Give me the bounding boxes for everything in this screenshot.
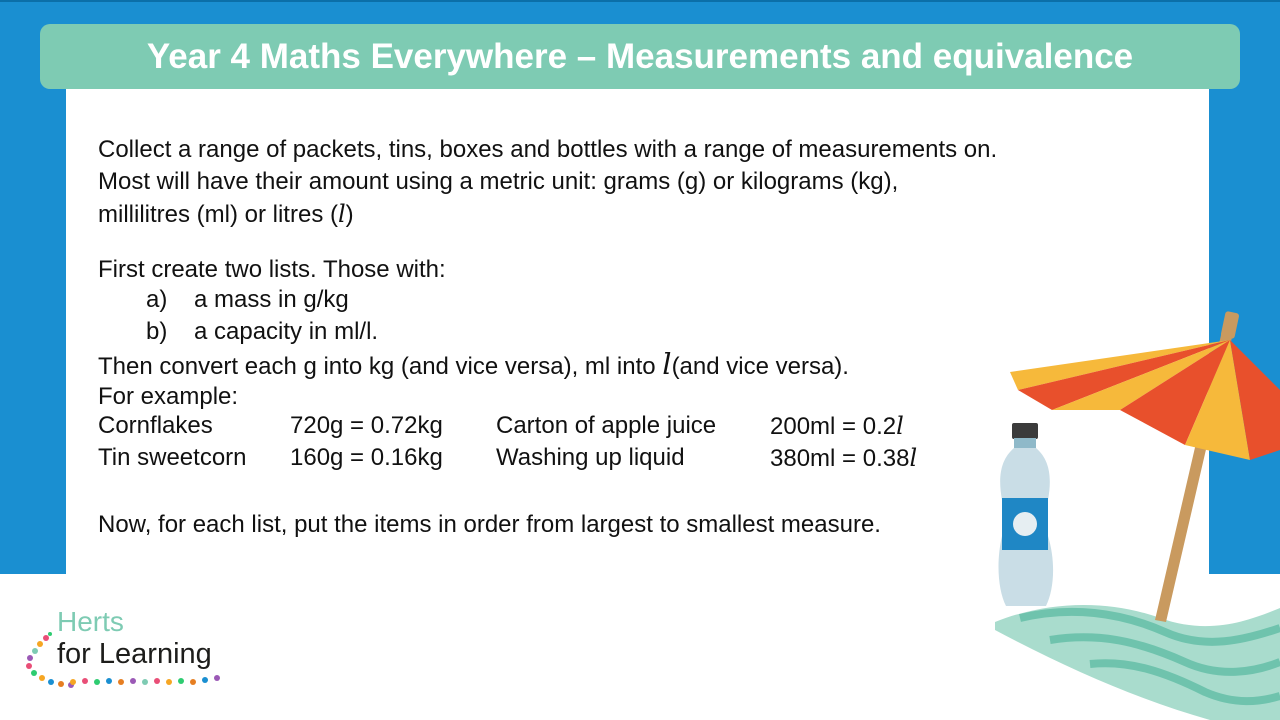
- intro-line-1: Collect a range of packets, tins, boxes and bottles with a range of measurements on.: [98, 136, 998, 163]
- convert-suffix: (and vice versa).: [671, 353, 849, 380]
- list-marker: b): [146, 318, 168, 345]
- litre-symbol: l: [909, 444, 918, 472]
- title-bar: [40, 24, 1240, 89]
- example-item: Cornflakes: [98, 412, 213, 439]
- example-liquid: Carton of apple juice: [496, 412, 717, 439]
- litre-symbol: l: [337, 200, 346, 228]
- logo-dots-icon: [65, 674, 245, 694]
- logo-text-for-learning: for Learning: [57, 638, 212, 670]
- litre-symbol: l: [662, 347, 672, 381]
- example-mass: 720g = 0.72kg: [290, 412, 443, 439]
- example-label: For example:: [98, 383, 239, 410]
- band-edge: [0, 0, 1280, 2]
- list-item-text: a capacity in ml/l.: [194, 318, 379, 345]
- intro-line-2: Most will have their amount using a metric unit: grams (g) or kilograms (kg),: [98, 168, 899, 195]
- example-mass: 160g = 0.16kg: [290, 444, 443, 471]
- example-liquid: Washing up liquid: [496, 444, 685, 471]
- intro-line-3: [98, 198, 354, 231]
- logo-text-herts: Herts: [57, 606, 124, 637]
- convert-instruction: [98, 348, 849, 383]
- intro-line-3-suffix: ): [345, 201, 354, 228]
- closing-instruction: Now, for each list, put the items in order from largest to smallest measure.: [98, 511, 881, 538]
- beach-illustration: [990, 300, 1280, 720]
- example-item: Tin sweetcorn: [98, 444, 247, 471]
- example-capacity: [770, 444, 917, 473]
- intro-line-3-prefix: millilitres (ml) or litres (: [98, 201, 338, 228]
- lists-lead: First create two lists. Those with:: [98, 256, 446, 283]
- list-item-text: a mass in g/kg: [194, 286, 349, 313]
- beach-towel-icon: [995, 605, 1280, 720]
- example-capacity: [770, 412, 904, 441]
- capacity-value: 200ml = 0.2: [770, 413, 897, 440]
- list-marker: a): [146, 286, 168, 313]
- litre-symbol: l: [896, 412, 904, 440]
- page-title: Year 4 Maths Everywhere – Measurements and equivalence: [146, 36, 1134, 76]
- capacity-value: 380ml = 0.38: [770, 445, 910, 472]
- list-item: [146, 318, 378, 346]
- water-bottle-icon: [999, 423, 1054, 606]
- herts-for-learning-logo: [10, 590, 242, 708]
- list-item: [146, 286, 349, 314]
- convert-prefix: Then convert each g into kg (and vice versa), ml into: [98, 353, 663, 380]
